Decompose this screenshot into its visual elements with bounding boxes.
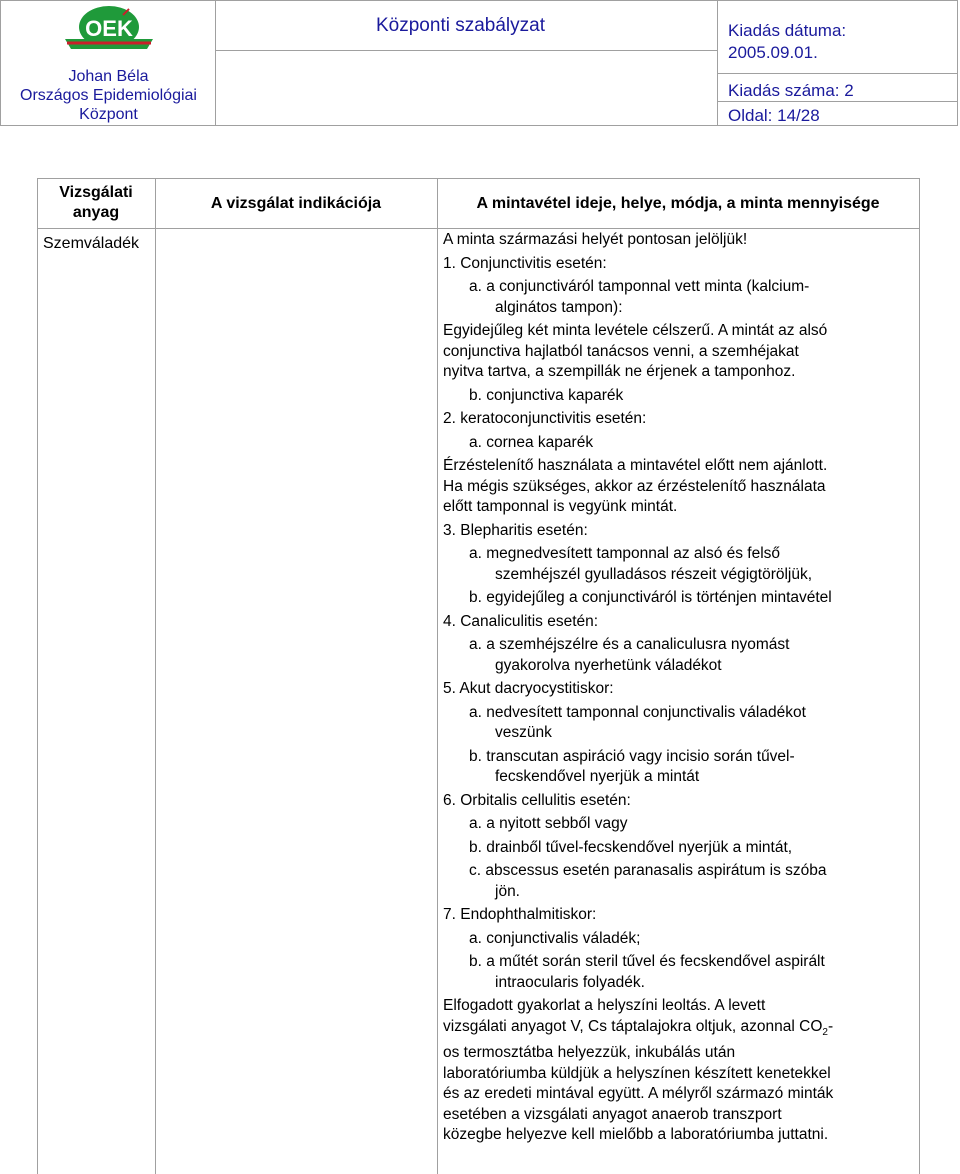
text-line: b. egyidejűleg a conjunctiváról is történjen mintavétel: [469, 589, 832, 606]
text-line: a. conjunctivalis váladék;: [469, 929, 641, 947]
text-line: veszünk: [495, 724, 552, 741]
column-divider: [155, 178, 156, 1174]
text-line: gyakorolva nyerhetünk váladékot: [495, 656, 722, 674]
svg-text:OEK: OEK: [85, 16, 133, 41]
text-line: jön.: [495, 882, 520, 900]
issue-number: Kiadás száma: 2: [728, 81, 854, 100]
text-line: 3. Blepharitis esetén:: [443, 521, 588, 539]
procedure-table: [37, 178, 920, 1174]
text-line: A minta származási helyét pontosan jelöljük!: [443, 231, 748, 248]
text-line: Ha mégis szükséges, akkor az érzéstelenítő használata: [443, 477, 826, 495]
column-header-sampling: A mintavétel ideje, helye, módja, a minta mennyisége: [476, 195, 880, 212]
table-border-top: [37, 178, 920, 179]
org-name-line3: Központ: [79, 106, 138, 123]
text-line: esetében a vizsgálati anyagot anaerob transzport: [443, 1105, 782, 1123]
column-divider: [437, 178, 438, 1174]
text-line: 6. Orbitalis cellulitis esetén:: [443, 791, 631, 809]
column-header-sample: [37, 183, 155, 223]
text-line: előtt tamponnal is vegyünk mintát.: [443, 498, 678, 515]
text-line: os termosztátba helyezzük, inkubálás után: [443, 1044, 736, 1062]
text-line: a. a nyitott sebből vagy: [469, 815, 628, 832]
text-line: közegbe helyezve kell mielőbb a laboratóriumba juttatni.: [443, 1126, 829, 1144]
text-line: Egyidejűleg két minta levétele célszerű. A mintát az alsó: [443, 322, 828, 339]
issue-date: 2005.09.01.: [728, 43, 818, 62]
table-header-divider: [37, 228, 920, 229]
text-line: b. conjunctiva kaparék: [469, 386, 624, 404]
oek-logo-icon: [59, 5, 159, 61]
text-line: conjunctiva hajlatból tanácsos venni, a szemhéjakat: [443, 342, 799, 360]
text-line: a. megnedvesített tamponnal az alsó és felső: [469, 545, 781, 562]
text-line: és az eredeti mintával együtt. A mélyről származó minták: [443, 1085, 834, 1103]
text-line: laboratóriumba küldjük a helyszínen készített kenetekkel: [443, 1064, 831, 1082]
meta-separator: [718, 101, 958, 102]
text-line: 4. Canaliculitis esetén:: [443, 612, 599, 630]
text-line: Érzéstelenítő használata a mintavétel előtt nem ajánlott.: [443, 457, 828, 474]
text-line: fecskendővel nyerjük a mintát: [495, 768, 700, 785]
logo-cell: [1, 1, 216, 125]
text-line: a. a szemhéjszélre és a canaliculusra nyomást: [469, 636, 790, 653]
text-line: b. drainből tűvel-fecskendővel nyerjük a mintát,: [469, 838, 793, 856]
text-line: 2. keratoconjunctivitis esetén:: [443, 410, 647, 427]
text-line: a. nedvesített tamponnal conjunctivalis váladékot: [469, 703, 806, 721]
page-number: Oldal: 14/28: [728, 106, 820, 125]
text-line: 1. Conjunctivitis esetén:: [443, 254, 607, 272]
text-line: intraocularis folyadék.: [495, 973, 645, 991]
text-line: b. a műtét során steril tűvel és fecskendővel aspirált: [469, 953, 825, 970]
text-segment: -: [827, 1017, 834, 1035]
text-line: c. abscessus esetén paranasalis aspirátum is szóba: [469, 862, 827, 879]
text-segment: vizsgálati anyagot V, Cs táptalajokra oltjuk, azonnal CO: [443, 1017, 823, 1035]
text-line: nyitva tartva, a szempillák ne érjenek a tamponhoz.: [443, 363, 796, 380]
title-cell: [216, 1, 718, 51]
text-line: 5. Akut dacryocystitiskor:: [443, 680, 614, 697]
org-name-line2: Országos Epidemiológiai: [20, 87, 197, 104]
text-line: szemhéjszél gyulladásos részeit végigtöröljük,: [495, 565, 813, 583]
sample-type-cell: Szemváladék: [43, 235, 140, 252]
column-header-sample-line1: Vizsgálati: [59, 184, 133, 201]
text-line: alginátos tampon):: [495, 298, 623, 316]
text-line: [443, 1017, 915, 1044]
issue-date-label: Kiadás dátuma:: [728, 21, 847, 40]
document-title: Központi szabályzat: [376, 15, 545, 36]
text-line: Elfogadott gyakorlat a helyszíni leoltás. A levett: [443, 997, 766, 1014]
subscript: 2: [822, 1026, 828, 1038]
meta-separator: [718, 73, 958, 74]
blank-cell: [216, 51, 718, 125]
text-line: a. cornea kaparék: [469, 433, 594, 451]
text-line: a. a conjunctiváról tamponnal vett minta (kalcium-: [469, 278, 810, 295]
table-border-left: [37, 178, 38, 1174]
table-border-right: [919, 178, 920, 1174]
org-name-line1: Johan Béla: [68, 68, 149, 85]
document-header: [0, 0, 958, 126]
column-header-indication: A vizsgálat indikációja: [210, 195, 382, 212]
column-header-sample-line2: anyag: [72, 204, 120, 221]
text-line: b. transcutan aspiráció vagy incisio során tűvel-: [469, 747, 795, 765]
text-line: 7. Endophthalmitiskor:: [443, 906, 597, 923]
sampling-instructions: [443, 230, 915, 1146]
